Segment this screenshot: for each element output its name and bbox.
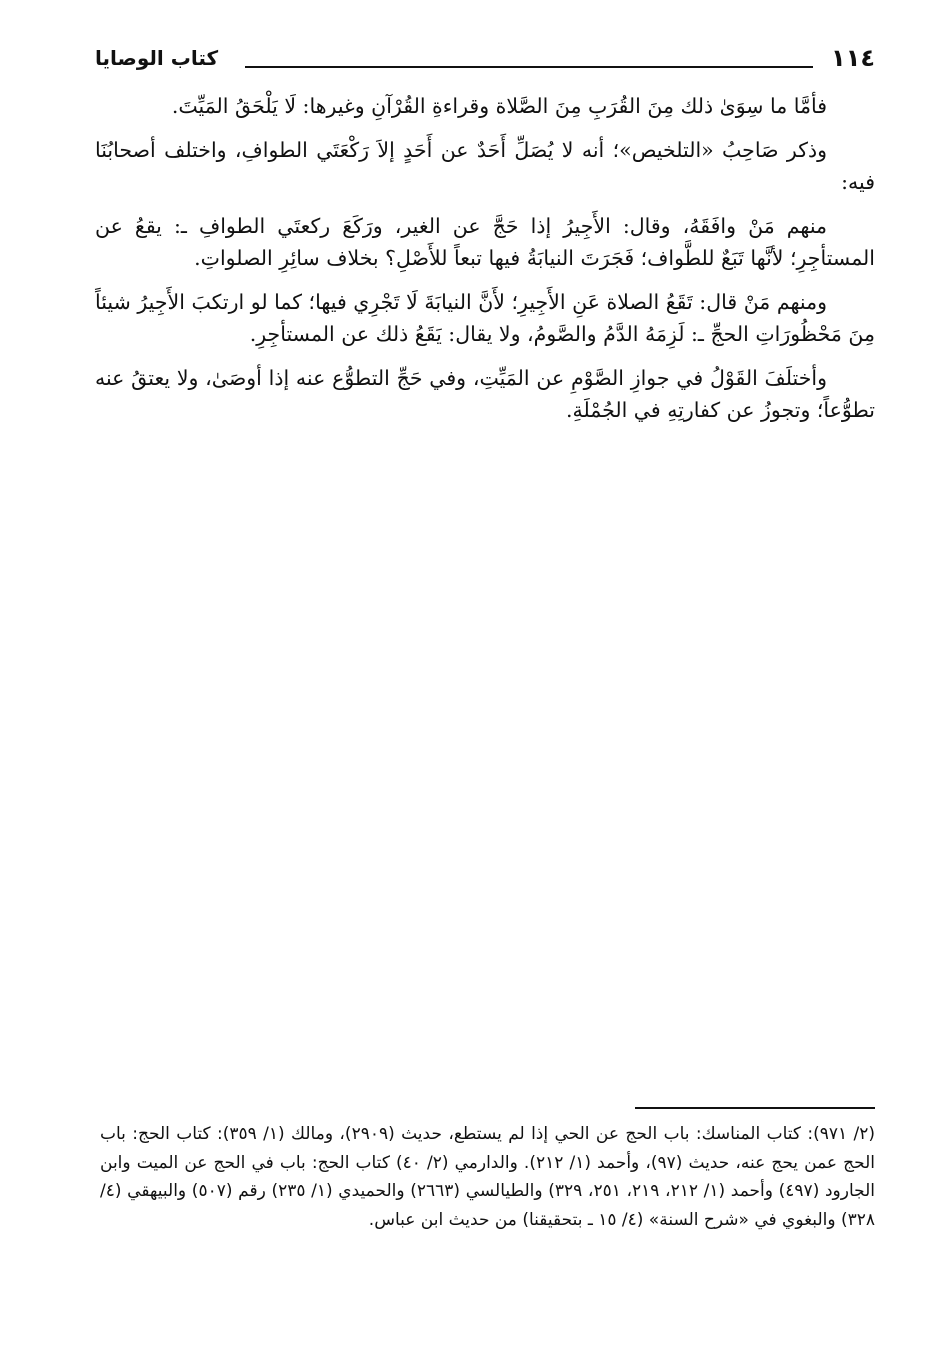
footnote-rule [635,1107,875,1109]
paragraph: وأختلَفَ القَوْلُ في جوازِ الصَّوْمِ عن المَيِّتِ، وفي حَجِّ التطوُّع عنه إذا أوصَىٰ، ولا يعتقُ عنه تطوُّعاً؛ وتجوزُ عن كفارتِهِ في الجُمْلَةِ. [95,366,875,422]
footnote [100,1120,875,1234]
footnote-text: (٢/ ٩٧١): كتاب المناسك: باب الحج عن الحي إذا لم يستطع، حديث (٢٩٠٩)، ومالك (١/ ٣٥٩): كتاب الحج: باب الحج عمن يحج عنه، حديث (٩٧)، وأحمد (١/ ٢١٢). والدارمي (٢/ ٤٠) كتاب الحج: باب في الحج عن الميت وابن الجارود (٤٩٧) وأحمد (١/ ٢١٢، ٢١٩، ٢٥١، ٣٢٩) والطيالسي (٢٦٦٣) والحميدي (١/ ٢٣٥) رقم (٥٠٧) والبيهقي (٤/ ٣٢٨) والبغوي في «شرح السنة» (٤/ ١٥ ـ بتحقيقنا) من حديث ابن عباس. [100,1124,876,1230]
paragraph: فأمَّا ما سِوَىٰ ذلك مِنَ القُرَبِ مِنَ الصَّلاة وقراءةِ القُرْآنِ وغيرها: لَا يَلْحَقُ المَيِّتَ. [171,94,827,118]
main-text [95,90,875,438]
paragraph: منهم مَنْ وافَقَهُ، وقال: الأَجِيرُ إذا حَجَّ عن الغير، ورَكَعَ ركعتَي الطوافِ ـ: يقعُ عن المستأجِرِ؛ لأنَّها تَبَعٌ للطَّواف؛ فَجَرَتَ النيابَةُ فيها تبعاً للأَصْلِ؟ بخلاف سائِرِ الصلواتِ. [95,214,875,270]
paragraph: وذكر صَاحِبُ «التلخيص»؛ أنه لا يُصَلِّ أَحَدٌ عن أَحَدٍ إلاَ رَكْعَتَي الطوافِ، واختلف أصحابُنَا فيه: [95,138,875,194]
book-title: كتاب الوصايا [95,46,219,70]
page-header [95,40,875,80]
header-rule [245,66,813,68]
paragraph: ومنهم مَنْ قال: تَقَعُ الصلاة عَنِ الأَجِيرِ؛ لأَنَّ النيابَةَ لَا تَجْرِي فيها؛ كما لو ارتكبَ الأَجِيرُ شيئاً مِنَ مَحْظُورَاتِ الحجِّ ـ: لَزِمَهُ الدَّمُ والصَّومُ، ولا يقال: يَقَعُ ذلك عن المستأجِرِ. [95,290,875,346]
page-number: ١١٤ [831,44,875,72]
